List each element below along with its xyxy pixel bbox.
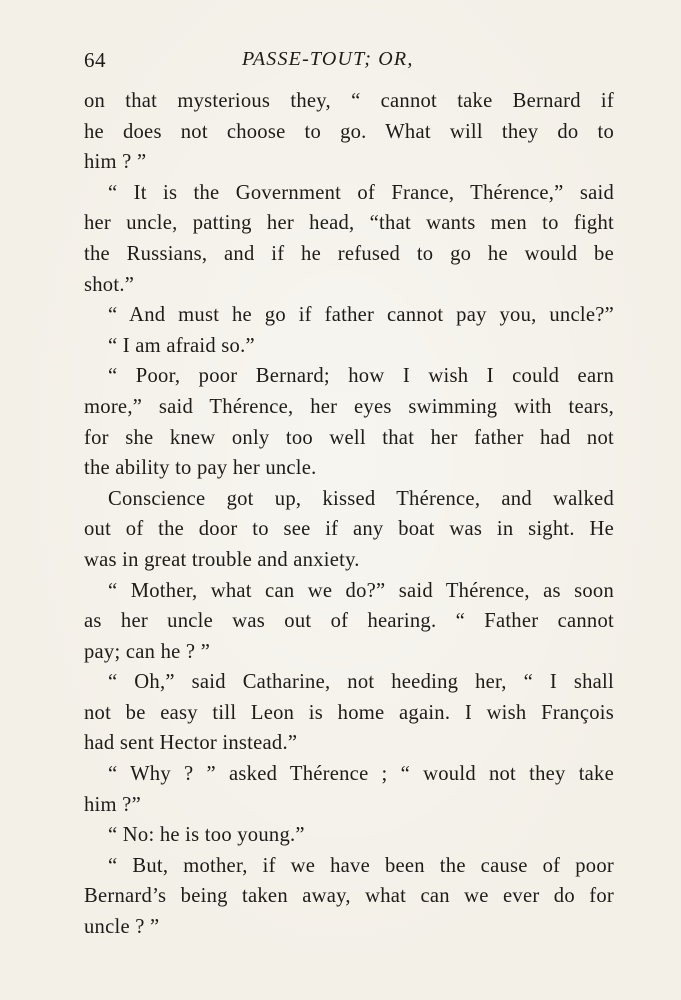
text-line: was in great trouble and anxiety. [84, 548, 360, 571]
body-text [84, 86, 614, 943]
text-line: “ Why ? ” asked Thérence ; “ would not they take [108, 763, 614, 786]
text-line: him ? ” [84, 151, 147, 174]
text-line: for she knew only too well that her father had not [84, 426, 614, 449]
text-line: pay; can he ? ” [84, 640, 211, 663]
text-line: “ Mother, what can we do?” said Thérence, as soon [108, 579, 614, 602]
text-line: her uncle, patting her head, “that wants men to fight [84, 212, 614, 235]
text-line: as her uncle was out of hearing. “ Father cannot [84, 610, 614, 633]
text-line: him ?” [84, 793, 141, 816]
text-line: “ No: he is too young.” [108, 824, 305, 847]
page-header [84, 48, 614, 78]
text-line: he does not choose to go. What will they do to [84, 120, 614, 143]
text-line: on that mysterious they, “ cannot take Bernard if [84, 90, 614, 112]
text-line: uncle ? ” [84, 916, 160, 939]
text-line: Conscience got up, kissed Thérence, and walked [108, 487, 614, 510]
text-line: out of the door to see if any boat was in sight. He [84, 518, 614, 541]
text-line: more,” said Thérence, her eyes swimming with tears, [84, 395, 614, 418]
text-line: not be easy till Leon is home again. I wish François [84, 701, 614, 724]
text-line: “ Poor, poor Bernard; how I wish I could earn [108, 365, 614, 388]
text-line: “ It is the Government of France, Thérence,” said [108, 181, 614, 204]
text-line: shot.” [84, 273, 135, 296]
text-line: the ability to pay her uncle. [84, 457, 317, 480]
text-line: had sent Hector instead.” [84, 732, 298, 755]
text-line: the Russians, and if he refused to go he would be [84, 242, 614, 265]
text-line: “ Oh,” said Catharine, not heeding her, “ I shall [108, 671, 614, 694]
text-line: “ But, mother, if we have been the cause of poor [108, 854, 614, 877]
text-line: “ And must he go if father cannot pay you, uncle?” [108, 304, 614, 327]
running-head: PASSE-TOUT; OR, [242, 48, 414, 70]
text-line: Bernard’s being taken away, what can we ever do for [84, 885, 614, 908]
text-line: “ I am afraid so.” [108, 334, 255, 357]
page-number: 64 [84, 48, 106, 72]
